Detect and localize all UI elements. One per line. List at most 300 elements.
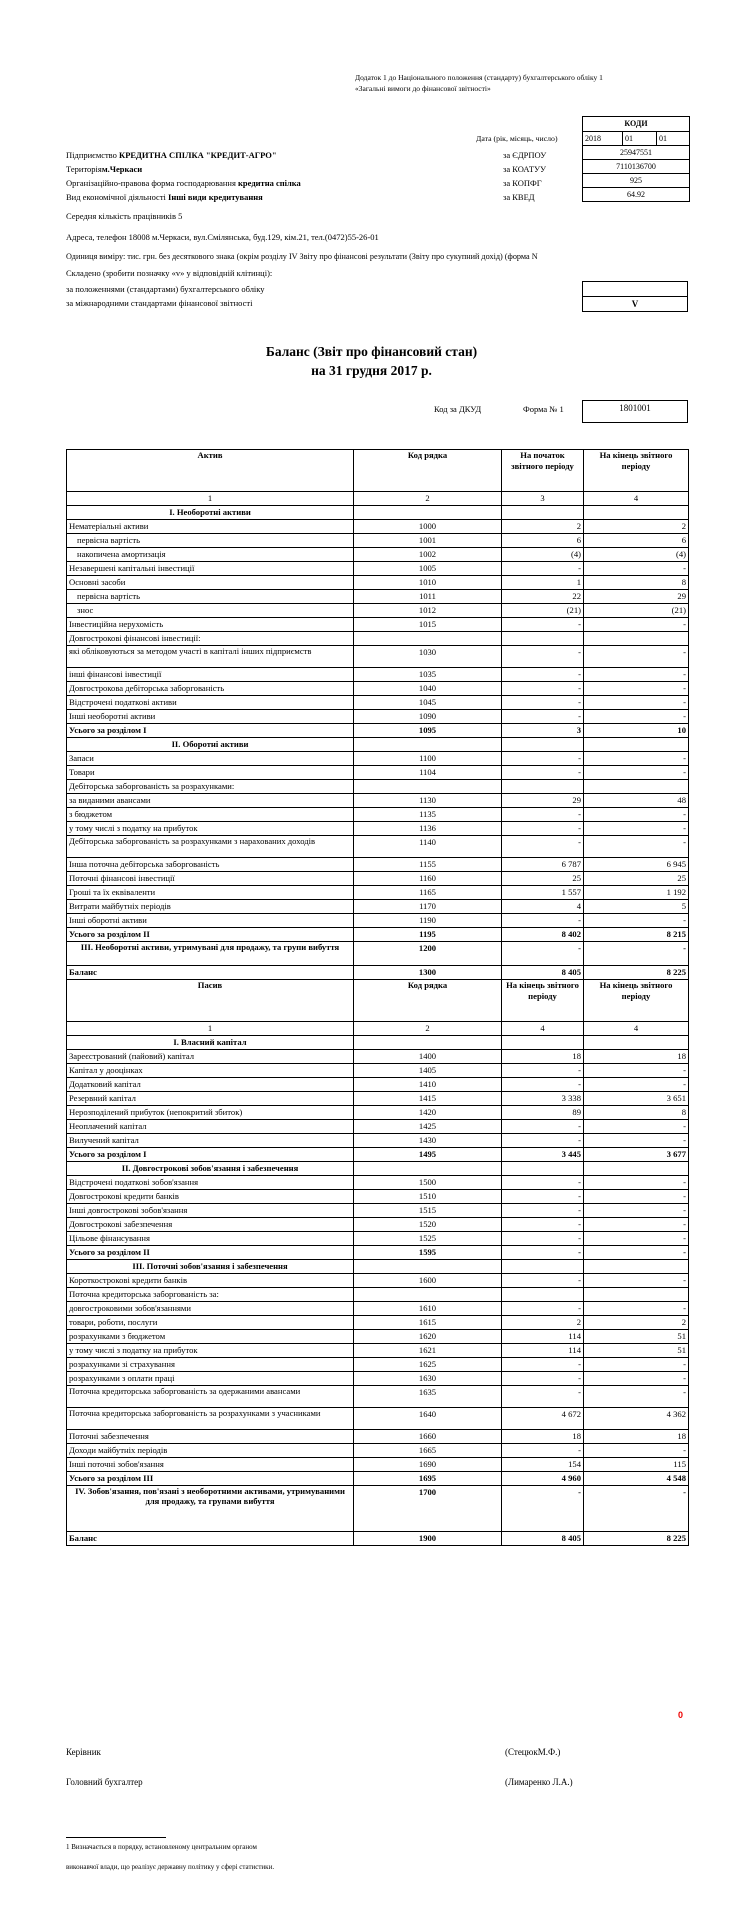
liabilities-row-start: - [502,1358,584,1372]
assets-row-end: - [584,646,689,668]
assets-row [67,942,689,966]
assets-col-number: 1 [67,492,354,506]
liabilities-row-label: Поточна кредиторська заборгованість за розрахунками з учасниками [67,1408,354,1430]
liabilities-row-code: 1430 [354,1134,502,1148]
liabilities-row-start: - [502,1078,584,1092]
liabilities-row [67,1078,689,1092]
liabilities-row-code: 1690 [354,1458,502,1472]
codes-header: КОДИ [624,119,648,128]
liabilities-row-start: - [502,1246,584,1260]
kopfg-code: 925 [583,173,689,187]
liabilities-row-start [502,1288,584,1302]
by-national-label: за положеннями (стандартами) бухгалтерського обліку [66,284,265,294]
liabilities-empty-cell [584,1162,689,1176]
assets-row-end: 25 [584,872,689,886]
assets-row-end: 6 945 [584,858,689,872]
date-month: 01 [623,132,657,145]
liabilities-row-start: 114 [502,1344,584,1358]
liabilities-row [67,1148,689,1162]
assets-row-end: - [584,822,689,836]
liabilities-row [67,1458,689,1472]
liabilities-col-number: 4 [584,1022,689,1036]
assets-row [67,836,689,858]
liabilities-row-end: - [584,1274,689,1288]
assets-row [67,618,689,632]
liabilities-row-start: 3 445 [502,1148,584,1162]
liabilities-row-label: Капітал у дооцінках [67,1064,354,1078]
liabilities-row [67,1330,689,1344]
dkud-label: Код за ДКУД [434,404,482,414]
liabilities-row-end: - [584,1134,689,1148]
liabilities-row-end: - [584,1246,689,1260]
assets-row-end: 8 [584,576,689,590]
national-checkbox [582,281,688,297]
liabilities-row-code: 1500 [354,1176,502,1190]
assets-row [67,738,689,752]
liabilities-row [67,1486,689,1532]
liabilities-row-start: - [502,1204,584,1218]
doc-date: на 31 грудня 2017 р. [311,363,432,378]
assets-row-start: - [502,710,584,724]
assets-row-label: Інші оборотні активи [67,914,354,928]
liabilities-row-label: у тому числі з податку на прибуток [67,1344,354,1358]
assets-row [67,872,689,886]
assets-row-label: Поточні фінансові інвестиції [67,872,354,886]
date-year: 2018 [583,132,623,145]
liabilities-row [67,1050,689,1064]
assets-row-code: 1045 [354,696,502,710]
assets-row-start [502,780,584,794]
assets-row-end: (4) [584,548,689,562]
liabilities-row-code: 1495 [354,1148,502,1162]
liabilities-row-end: 51 [584,1330,689,1344]
assets-row-label: Гроші та їх еквіваленти [67,886,354,900]
liabilities-row-start: 18 [502,1050,584,1064]
liabilities-empty-cell [354,1036,502,1050]
assets-row [67,886,689,900]
liabilities-row-start: 89 [502,1106,584,1120]
assets-row-label: Інші необоротні активи [67,710,354,724]
liabilities-row-end: 8 225 [584,1532,689,1546]
footnote-line-1: 1 Визначається в порядку, встановленому центральним органом [66,1843,257,1851]
liabilities-row-start: 4 672 [502,1408,584,1430]
liabilities-row-label: Короткострокові кредити банків [67,1274,354,1288]
liabilities-col-code: Код рядка [354,980,502,1022]
staff-count: Середня кількість працівників 5 [66,211,183,221]
assets-row-start: (4) [502,548,584,562]
liabilities-row-end: - [584,1190,689,1204]
liabilities-col-number: 4 [502,1022,584,1036]
activity-label: Вид економічної діяльності [66,192,166,202]
assets-row-label: III. Необоротні активи, утримувані для продажу, та групи вибуття [67,942,354,966]
assets-row-start: - [502,914,584,928]
territory-label: Територія [66,164,102,174]
assets-row-start [502,632,584,646]
assets-row-end: - [584,682,689,696]
liabilities-row-label: Інші поточні зобов'язання [67,1458,354,1472]
assets-row-start: 4 [502,900,584,914]
assets-row-label: Нематеріальні активи [67,520,354,534]
liabilities-row-code: 1425 [354,1120,502,1134]
assets-row [67,682,689,696]
liabilities-row-start: - [502,1386,584,1408]
liabilities-row-start: 2 [502,1316,584,1330]
liabilities-row-end: - [584,1302,689,1316]
assets-row-label: Довгострокова дебіторська заборгованість [67,682,354,696]
assets-empty-cell [584,738,689,752]
assets-row-end: 2 [584,520,689,534]
liabilities-row [67,1316,689,1330]
liabilities-row-end: 18 [584,1430,689,1444]
assets-row-end: 10 [584,724,689,738]
units: Одиниця виміру: тис. грн. без десяткового знака (окрім розділу IV Звіту про фінансові результати (Звіту про сукупний дохід) (форма N [66,252,538,261]
liabilities-empty-cell [584,1260,689,1274]
liabilities-empty-cell [502,1260,584,1274]
liabilities-row [67,1036,689,1050]
liabilities-row-code: 1410 [354,1078,502,1092]
assets-row [67,534,689,548]
liabilities-row [67,1408,689,1430]
liabilities-row-code: 1400 [354,1050,502,1064]
ifrs-checkbox: V [582,296,688,312]
liabilities-row-label: розрахунками з оплати праці [67,1372,354,1386]
assets-row-label: Запаси [67,752,354,766]
liabilities-row-start: 18 [502,1430,584,1444]
liabilities-row-end: - [584,1386,689,1408]
liabilities-row-label: IV. Зобов'язання, пов'язані з необоротними активами, утримуваними для продажу, та групами вибуття [67,1486,354,1532]
assets-row-code: 1011 [354,590,502,604]
assets-row [67,562,689,576]
assets-col-start: На початок звітного періоду [502,450,584,492]
assets-row-end: 5 [584,900,689,914]
assets-row-end: - [584,668,689,682]
liabilities-row-code: 1610 [354,1302,502,1316]
assets-row-start: 8 402 [502,928,584,942]
assets-row [67,752,689,766]
liabilities-row-end: 3 677 [584,1148,689,1162]
footnote-line-2: виконавчої влади, що реалізує державну політику у сфері статистики. [66,1863,275,1871]
liabilities-row-label: Нерозподілений прибуток (непокритий збиток) [67,1106,354,1120]
liabilities-row [67,1246,689,1260]
liabilities-row-label: Інші довгострокові зобов'язання [67,1204,354,1218]
liabilities-row [67,1064,689,1078]
assets-row-code: 1015 [354,618,502,632]
edrpou-label: за ЄДРПОУ [503,150,547,160]
enterprise-row [66,150,277,160]
assets-row-end: - [584,696,689,710]
assets-row-start: - [502,562,584,576]
assets-row [67,710,689,724]
liabilities-row-start: - [502,1302,584,1316]
assets-row-label: Усього за розділом I [67,724,354,738]
liabilities-row-end: 3 651 [584,1092,689,1106]
liabilities-row [67,1444,689,1458]
assets-row-start: - [502,836,584,858]
assets-row-label: Товари [67,766,354,780]
koatuu-code: 7110136700 [583,159,689,173]
assets-row-label: з бюджетом [67,808,354,822]
liabilities-row-end: - [584,1372,689,1386]
liabilities-row [67,1358,689,1372]
assets-row-start: 6 [502,534,584,548]
assets-row [67,520,689,534]
liabilities-row-label: Неоплачений капітал [67,1120,354,1134]
doc-title: Баланс (Звіт про фінансовий стан) [265,344,478,359]
liabilities-row-end: 18 [584,1050,689,1064]
liabilities-row [67,1302,689,1316]
assets-row-end: - [584,562,689,576]
date-cells [583,131,689,145]
liabilities-row-code: 1515 [354,1204,502,1218]
assets-row-label: первісна вартість [67,534,354,548]
assets-row-code: 1155 [354,858,502,872]
liabilities-row-code: 1620 [354,1330,502,1344]
org-form-row [66,178,301,188]
liabilities-row-code: 1621 [354,1344,502,1358]
check-zero: 0 [678,1710,684,1720]
liabilities-row-code: 1695 [354,1472,502,1486]
assets-row [67,604,689,618]
liabilities-row-start: 8 405 [502,1532,584,1546]
liabilities-row-label: Усього за розділом II [67,1246,354,1260]
assets-row-end: 6 [584,534,689,548]
assets-row-label: Інша поточна дебіторська заборгованість [67,858,354,872]
assets-row-end: 1 192 [584,886,689,900]
assets-row-start: 29 [502,794,584,808]
assets-empty-cell [502,738,584,752]
liabilities-row-label: Цільове фінансування [67,1232,354,1246]
assets-row-end [584,632,689,646]
liabilities-row-end [584,1288,689,1302]
assets-row [67,794,689,808]
liabilities-row-label: розрахунками зі страхування [67,1358,354,1372]
assets-row-code: 1104 [354,766,502,780]
liabilities-row-end: - [584,1064,689,1078]
assets-row-label: Баланс [67,966,354,980]
liabilities-row [67,1344,689,1358]
liabilities-row [67,1162,689,1176]
assets-row-end: - [584,836,689,858]
liabilities-row [67,1274,689,1288]
liabilities-row-code: 1595 [354,1246,502,1260]
liabilities-row-end: 8 [584,1106,689,1120]
liabilities-row-start: 3 338 [502,1092,584,1106]
assets-header-row [67,450,689,492]
assets-row-end: 8 215 [584,928,689,942]
liabilities-empty-cell [584,1036,689,1050]
assets-row [67,822,689,836]
assets-row [67,506,689,520]
liabilities-row-end: 4 362 [584,1408,689,1430]
assets-row-code: 1140 [354,836,502,858]
assets-row [67,548,689,562]
enterprise-label: Підприємство [66,150,117,160]
liabilities-row-start: 4 960 [502,1472,584,1486]
liabilities-row [67,1430,689,1444]
liabilities-row-end: - [584,1218,689,1232]
assets-row-end: - [584,710,689,724]
liabilities-row-label: Усього за розділом I [67,1148,354,1162]
assets-row-end: - [584,766,689,780]
assets-section-title: II. Оборотні активи [67,738,354,752]
assets-row-end: - [584,618,689,632]
territory-value: м.Черкаси [101,164,143,174]
assets-row [67,696,689,710]
assets-row [67,900,689,914]
liabilities-row-code: 1660 [354,1430,502,1444]
accountant-label: Головний бухгалтер [66,1777,143,1787]
dkud-code: 1801001 [582,400,688,423]
assets-row-start: 1 557 [502,886,584,900]
liabilities-row-end: 115 [584,1458,689,1472]
assets-col-end: На кінець звітного періоду [584,450,689,492]
liabilities-row-start: 114 [502,1330,584,1344]
assets-row-end: - [584,942,689,966]
assets-row-end: - [584,808,689,822]
liabilities-row-code: 1420 [354,1106,502,1120]
assets-row-code: 1190 [354,914,502,928]
liabilities-row-end: - [584,1120,689,1134]
assets-row-label: знос [67,604,354,618]
liabilities-row-start: - [502,1176,584,1190]
assets-empty-cell [502,506,584,520]
assets-row [67,646,689,668]
annex-line-2: «Загальні вимоги до фінансової звітності» [355,84,491,93]
assets-row-code: 1001 [354,534,502,548]
assets-row-label: Витрати майбутніх періодів [67,900,354,914]
assets-row-label: Відстрочені податкові активи [67,696,354,710]
assets-row-label: Усього за розділом II [67,928,354,942]
assets-row-start: - [502,682,584,696]
liabilities-row-end: - [584,1444,689,1458]
assets-row-code: 1040 [354,682,502,696]
assets-row-code: 1035 [354,668,502,682]
liabilities-row-start: - [502,1444,584,1458]
assets-col-number: 2 [354,492,502,506]
assets-row-code: 1095 [354,724,502,738]
assets-empty-cell [584,506,689,520]
assets-row-label: за виданими авансами [67,794,354,808]
assets-row-end: (21) [584,604,689,618]
assets-row [67,780,689,794]
liabilities-row-start: - [502,1120,584,1134]
liabilities-col-start: На кінець звітного періоду [502,980,584,1022]
assets-row-end: 8 225 [584,966,689,980]
liabilities-row [67,1120,689,1134]
liabilities-row-end: - [584,1358,689,1372]
assets-row [67,632,689,646]
liabilities-col-number: 1 [67,1022,354,1036]
liabilities-section-title: II. Довгострокові зобов'язання і забезпечення [67,1162,354,1176]
liabilities-empty-cell [354,1260,502,1274]
assets-row-code: 1170 [354,900,502,914]
head-name: (СтецюкМ.Ф.) [505,1747,561,1757]
liabilities-row-code: 1700 [354,1486,502,1532]
liabilities-row [67,1134,689,1148]
assets-row-start: - [502,766,584,780]
liabilities-row [67,1204,689,1218]
assets-row-label: первісна вартість [67,590,354,604]
liabilities-col-name: Пасив [67,980,354,1022]
liabilities-row [67,1190,689,1204]
liabilities-row-code: 1615 [354,1316,502,1330]
territory-row [66,164,142,174]
liabilities-row-code: 1900 [354,1532,502,1546]
assets-col-code: Код рядка [354,450,502,492]
assets-row-code [354,632,502,646]
date-label: Дата (рік, місяць, число) [476,134,558,143]
liabilities-row-start: - [502,1134,584,1148]
assets-row-start: 1 [502,576,584,590]
liabilities-row-label: Відстрочені податкові зобов'язання [67,1176,354,1190]
activity-row [66,192,263,202]
liabilities-row-start: - [502,1064,584,1078]
liabilities-empty-cell [502,1162,584,1176]
liabilities-row [67,1260,689,1274]
assets-row [67,808,689,822]
liabilities-row-end: - [584,1176,689,1190]
liabilities-row-label: Довгострокові забезпечення [67,1218,354,1232]
assets-row-start: - [502,822,584,836]
liabilities-row-end: 4 548 [584,1472,689,1486]
assets-row-start: 25 [502,872,584,886]
assets-row [67,858,689,872]
liabilities-row [67,1288,689,1302]
assets-row-label: які обліковуються за методом участі в капіталі інших підприємств [67,646,354,668]
kved-label: за КВЕД [503,192,535,202]
assets-row [67,576,689,590]
liabilities-row-code: 1630 [354,1372,502,1386]
liabilities-row-label: Довгострокові кредити банків [67,1190,354,1204]
liabilities-row-start: - [502,1486,584,1532]
assets-row-code: 1012 [354,604,502,618]
liabilities-row-label: Доходи майбутніх періодів [67,1444,354,1458]
liabilities-row-start: - [502,1218,584,1232]
by-ifrs-label: за міжнародними стандартами фінансової звітності [66,298,253,308]
liabilities-row-code: 1415 [354,1092,502,1106]
assets-row-label: накопичена амортизація [67,548,354,562]
liabilities-row-end: 2 [584,1316,689,1330]
assets-row-label: Дебіторська заборгованість за розрахунками: [67,780,354,794]
liabilities-row [67,1386,689,1408]
liabilities-row-start: - [502,1232,584,1246]
assets-row-start: 3 [502,724,584,738]
liabilities-row-label: Поточна кредиторська заборгованість за: [67,1288,354,1302]
liabilities-row-label: Резервний капітал [67,1092,354,1106]
assets-col-number: 3 [502,492,584,506]
liabilities-row [67,1472,689,1486]
kopfg-label: за КОПФГ [503,178,542,188]
date-day: 01 [659,134,667,143]
assets-table [66,449,689,1546]
assets-section-title: I. Необоротні активи [67,506,354,520]
compiled-note: Складено (зробити позначку «v» у відповідній клітинці): [66,268,273,278]
liabilities-col-number: 2 [354,1022,502,1036]
assets-row-code: 1000 [354,520,502,534]
liabilities-row-label: Вилучений капітал [67,1134,354,1148]
assets-row-label: у тому числі з податку на прибуток [67,822,354,836]
assets-row-label: інші фінансові інвестиції [67,668,354,682]
liabilities-empty-cell [354,1162,502,1176]
liabilities-row-code [354,1288,502,1302]
assets-row-code: 1010 [354,576,502,590]
liabilities-row-end: - [584,1232,689,1246]
assets-row-code: 1135 [354,808,502,822]
liabilities-row-label: Баланс [67,1532,354,1546]
liabilities-row [67,1372,689,1386]
liabilities-col-numbers-row [67,1022,689,1036]
assets-row-label: Дебіторська заборгованість за розрахунками з нарахованих доходів [67,836,354,858]
